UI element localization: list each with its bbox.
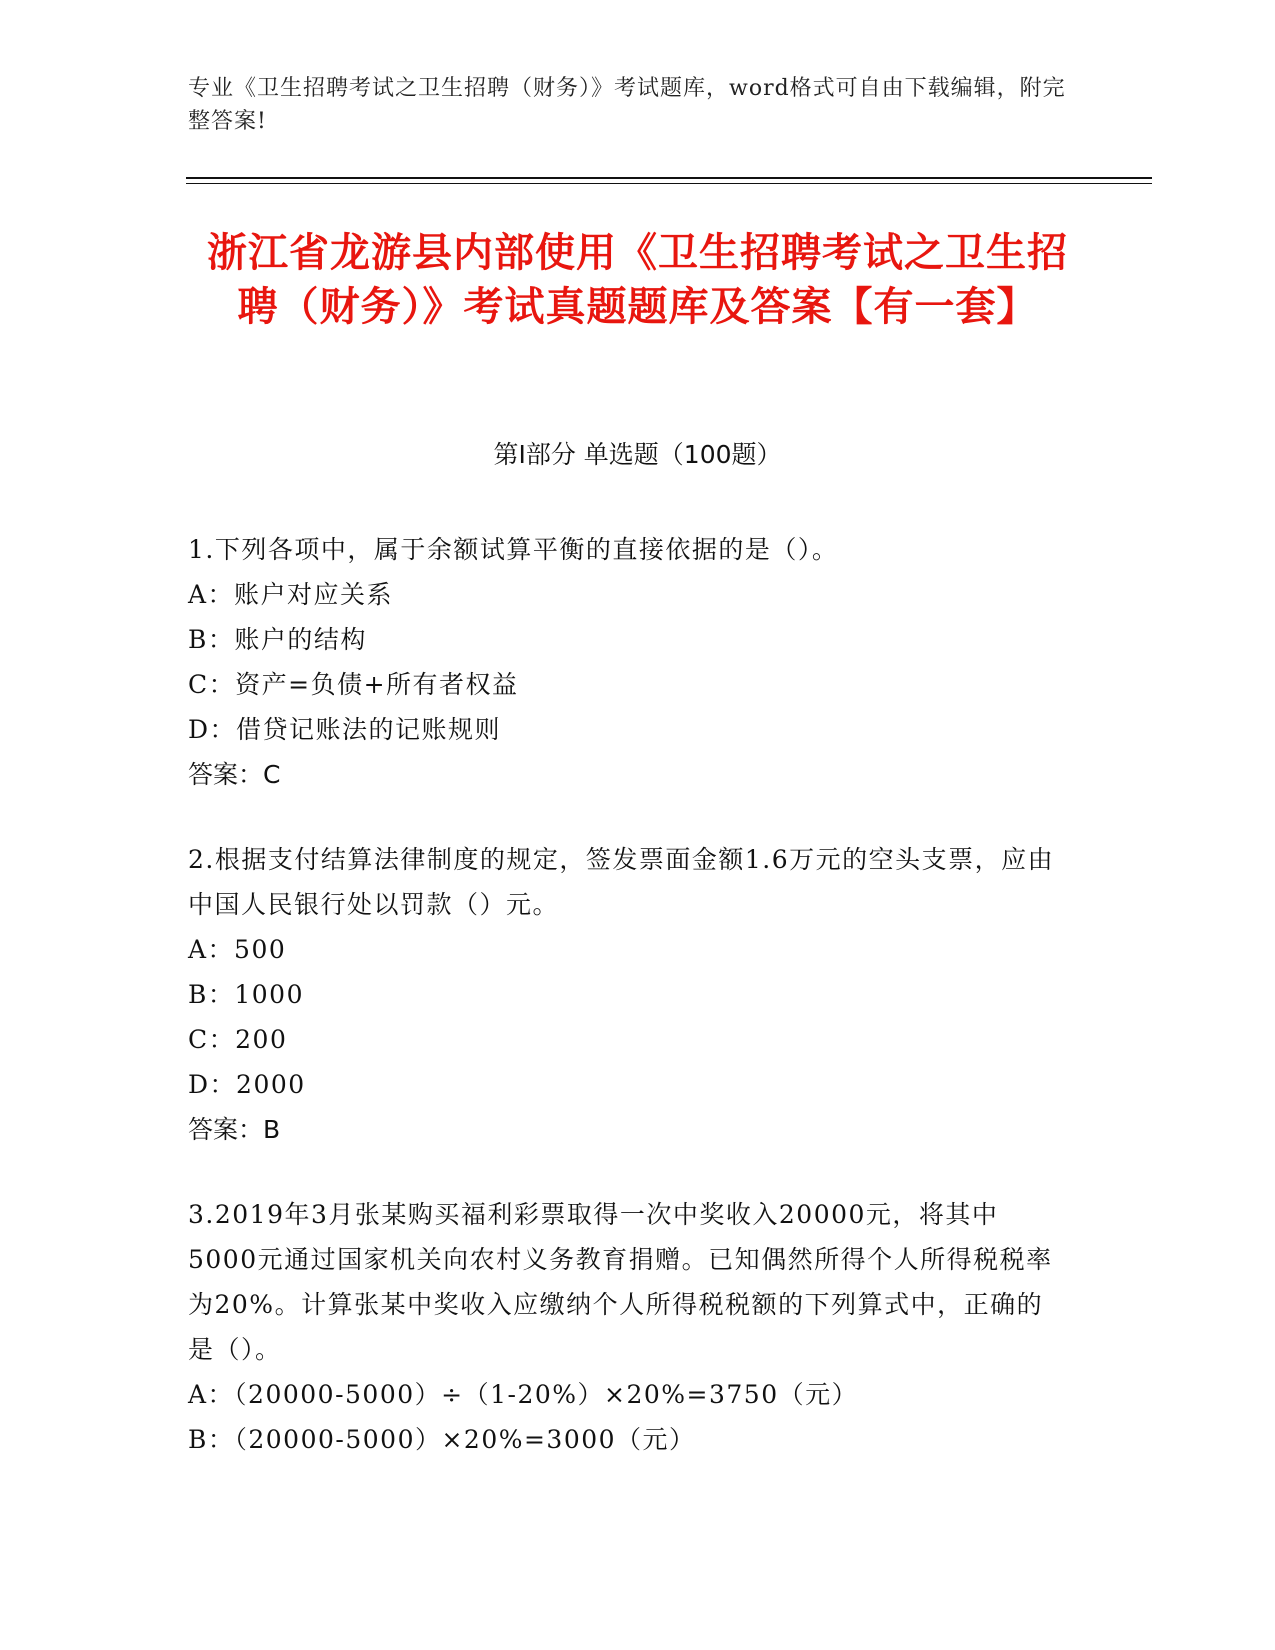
question-item bbox=[188, 1192, 1068, 1462]
question-option: D：借贷记账法的记账规则 bbox=[188, 715, 502, 744]
question-option: B：1000 bbox=[188, 980, 304, 1009]
question-stem: 3.2019年3月张某购买福利彩票取得一次中奖收入20000元，将其中5000元通过国家机关向农村义务教育捐赠。已知偶然所得个人所得税税率为20%。计算张某中奖收入应缴纳个人所得税税额的下列算式中，正确的是（）。 bbox=[188, 1200, 1053, 1364]
question-option: A：（20000-5000）÷（1-20%）×20%=3750（元） bbox=[188, 1380, 859, 1409]
question-option: B：（20000-5000）×20%=3000（元） bbox=[188, 1425, 696, 1454]
question-option: A：账户对应关系 bbox=[188, 580, 394, 609]
document-title: 浙江省龙游县内部使用《卫生招聘考试之卫生招聘（财务）》考试真题题库及答案【有一套】 bbox=[207, 230, 1068, 330]
question-list bbox=[188, 527, 1068, 1502]
question-item bbox=[188, 527, 1068, 797]
question-stem: 1.下列各项中，属于余额试算平衡的直接依据的是（）。 bbox=[188, 535, 839, 564]
question-option: D：2000 bbox=[188, 1070, 306, 1099]
question-answer: 答案：B bbox=[188, 1115, 281, 1144]
header-note: 专业《卫生招聘考试之卫生招聘（财务）》考试题库，word格式可自由下载编辑，附完整答案! bbox=[188, 76, 1066, 134]
header-divider-thick bbox=[186, 177, 1152, 179]
question-option: C：资产=负债+所有者权益 bbox=[188, 670, 519, 699]
question-option: C：200 bbox=[188, 1025, 288, 1054]
question-option: A：500 bbox=[188, 935, 287, 964]
section-heading: 第I部分 单选题（100题） bbox=[493, 440, 782, 469]
question-answer: 答案：C bbox=[188, 760, 281, 789]
header-divider-thin bbox=[186, 183, 1152, 184]
question-stem: 2.根据支付结算法律制度的规定，签发票面金额1.6万元的空头支票，应由中国人民银行处以罚款（）元。 bbox=[188, 845, 1055, 919]
question-item bbox=[188, 837, 1068, 1152]
question-option: B：账户的结构 bbox=[188, 625, 367, 654]
